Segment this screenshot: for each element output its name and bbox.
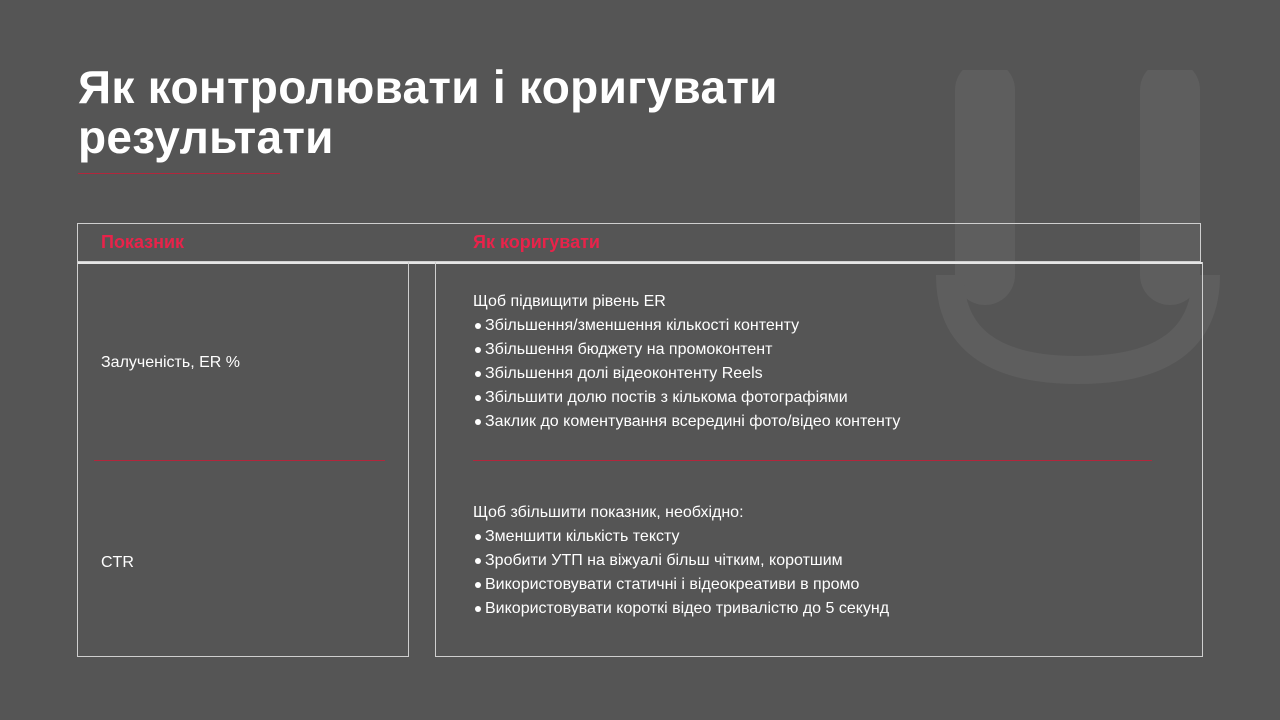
- list-item: Збільшення бюджету на промоконтент: [473, 338, 1173, 362]
- table-header: [77, 223, 1201, 262]
- row-divider-right: [473, 460, 1152, 461]
- list-item: Зменшити кількість тексту: [473, 525, 1173, 549]
- list-item: Збільшення долі відеоконтенту Reels: [473, 362, 1173, 386]
- list-item: Збільшити долю постів з кількома фотографіями: [473, 386, 1173, 410]
- metric-er: Залученість, ER %: [101, 354, 240, 371]
- ctr-actions: [473, 501, 1173, 621]
- metric-ctr: CTR: [101, 554, 134, 571]
- row-divider-left: [94, 460, 385, 461]
- page-title: Як контролювати і коригувати результати: [78, 61, 778, 163]
- list-item: Зробити УТП на віжуалі більш чітким, коротшим: [473, 549, 1173, 573]
- list-item: Заклик до коментування всередині фото/відео контенту: [473, 410, 1173, 434]
- list-item: Використовувати короткі відео тривалістю до 5 секунд: [473, 597, 1173, 621]
- er-actions: [473, 290, 1173, 434]
- column-header-metric: Показник: [101, 232, 185, 252]
- list-item: Використовувати статичні і відеокреативи в промо: [473, 573, 1173, 597]
- ctr-intro: Щоб збільшити показник, необхідно:: [473, 504, 744, 521]
- title-underline: [78, 173, 280, 174]
- er-intro: Щоб підвищити рівень ER: [473, 293, 666, 310]
- list-item: Збільшення/зменшення кількості контенту: [473, 314, 1173, 338]
- column-header-how: Як коригувати: [473, 232, 601, 252]
